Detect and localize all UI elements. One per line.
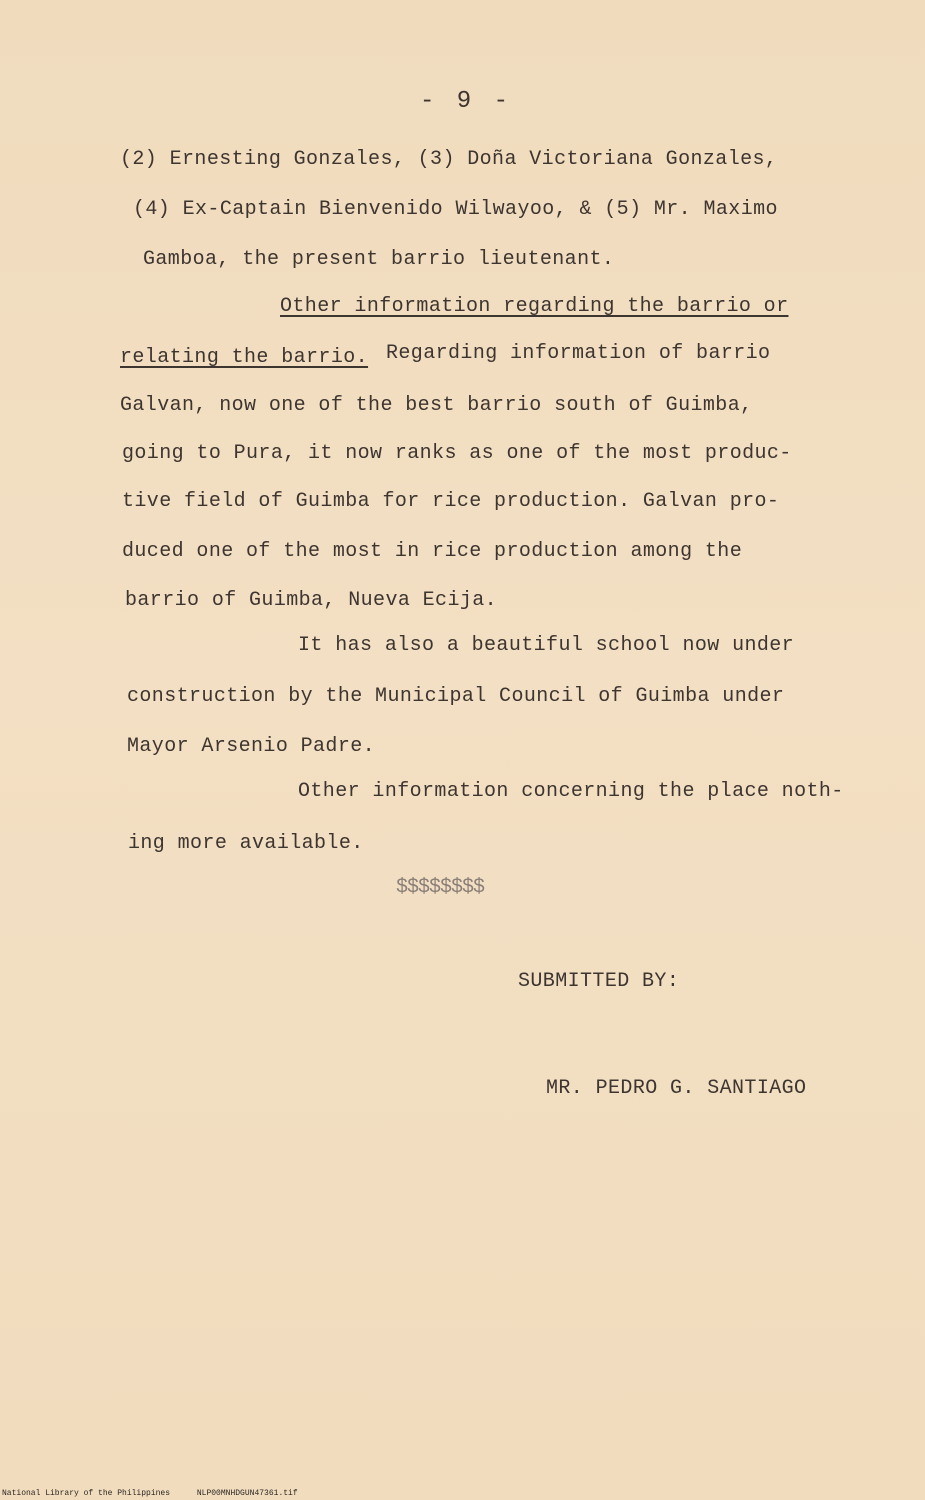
section-divider: $$$$$$$$ [396,876,485,899]
text-line-13: Other information concerning the place noth- [298,780,844,803]
submitted-by-label: SUBMITTED BY: [518,970,680,993]
scan-footer [2,1489,320,1498]
footer-library: National Library of the Philippines [2,1489,171,1498]
text-line-8: duced one of the most in rice production among the [122,540,743,563]
text-line-7: tive field of Guimba for rice production. Galvan pro- [122,490,780,513]
submitter-name: MR. PEDRO G. SANTIAGO [546,1077,807,1100]
footer-filename: NLP00MNHDGUN47361.tif [196,1489,298,1498]
section-heading-part-2: relating the barrio. [120,346,369,369]
text-line-12: Mayor Arsenio Padre. [127,735,376,758]
text-line-10: It has also a beautiful school now under [298,634,795,657]
text-line-2: (4) Ex-Captain Bienvenido Wilwayoo, & (5) Mr. Maximo [133,198,778,221]
text-line-11: construction by the Municipal Council of Guimba under [127,685,785,708]
page-number: - 9 - [420,88,513,115]
text-line-5: Galvan, now one of the best barrio south of Guimba, [120,394,753,417]
section-heading-part-1: Other information regarding the barrio or [280,295,789,318]
text-line-1: (2) Ernesting Gonzales, (3) Doña Victoriana Gonzales, [120,148,778,171]
text-line-6: going to Pura, it now ranks as one of the most produc- [122,442,792,465]
text-line-14: ing more available. [128,832,364,855]
text-line-4: Regarding information of barrio [386,342,771,365]
text-line-9: barrio of Guimba, Nueva Ecija. [125,589,498,612]
text-line-3: Gamboa, the present barrio lieutenant. [143,248,615,271]
